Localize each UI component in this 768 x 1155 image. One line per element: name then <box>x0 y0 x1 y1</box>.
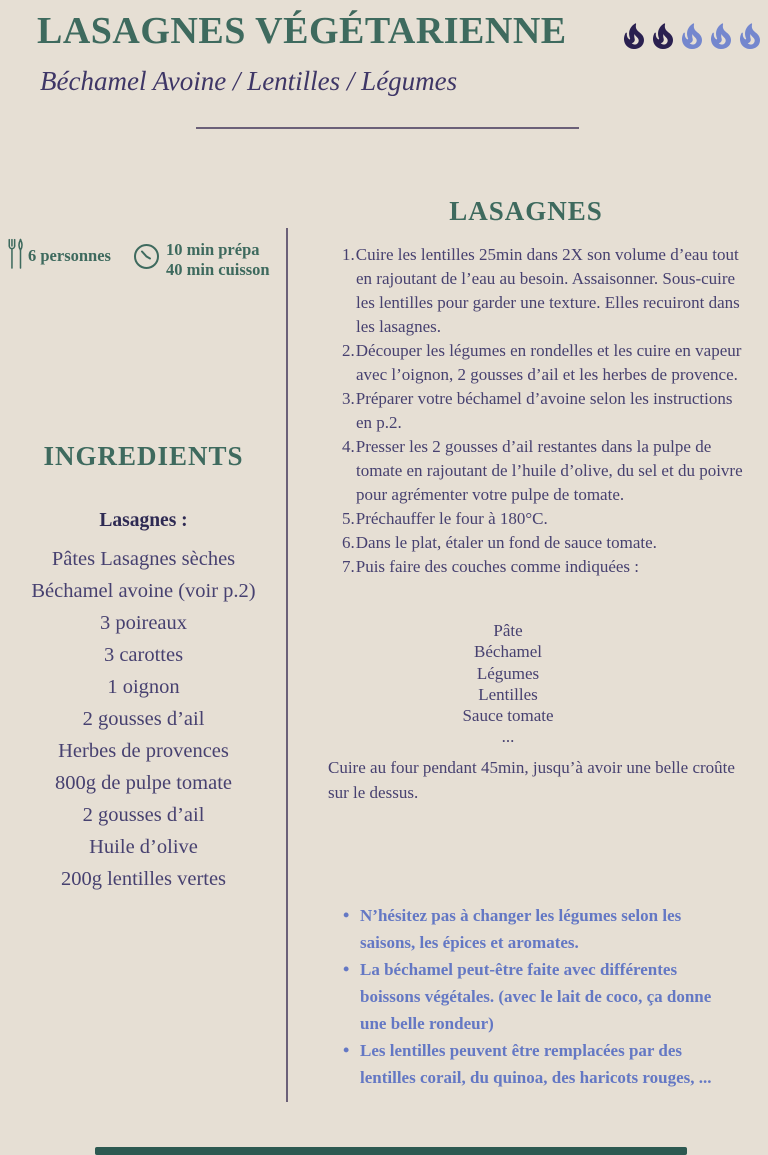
step-item: Découper les légumes en rondelles et les cuire en vapeur avec l’oignon, 2 gousses d’ail et les herbes de provence. <box>355 341 742 384</box>
flame-icon <box>648 20 678 53</box>
step-item: Dans le plat, étaler un fond de sauce tomate. <box>355 533 657 552</box>
layer-item: Légumes <box>476 663 540 683</box>
tips-list <box>340 902 738 1091</box>
flame-icon <box>706 20 736 53</box>
ingredients-heading: INGREDIENTS <box>43 441 244 471</box>
instructions-heading: LASAGNES <box>449 196 603 226</box>
layer-item: Lentilles <box>478 684 538 704</box>
header-divider <box>196 127 579 129</box>
ingredients-list <box>0 543 287 895</box>
ingredient-item: 3 carottes <box>103 644 184 666</box>
layer-item: Pâte <box>493 621 523 640</box>
layer-item: ... <box>501 727 515 747</box>
step-item: Préchauffer le four à 180°C. <box>355 509 548 528</box>
ingredients-block <box>0 510 287 895</box>
step-item: Presser les 2 gousses d’ail restantes dans la pulpe de tomate en rajoutant de l’huile d’olive, du sel et du poivre pour agrémenter votre pulpe de tomate. <box>355 437 743 504</box>
ingredient-item: 2 gousses d’ail <box>82 708 205 730</box>
tip-item: • Les lentilles peuvent être remplacées par des lentilles corail, du quinoa, des haricots rouges, ... <box>340 1037 738 1091</box>
footer-bar <box>95 1147 687 1155</box>
instructions-steps <box>342 243 744 579</box>
ingredients-group-label: Lasagnes : <box>99 510 188 531</box>
ingredient-item: 1 oignon <box>107 676 180 698</box>
flame-icon <box>619 20 649 53</box>
ingredient-item: Béchamel avoine (voir p.2) <box>31 580 256 602</box>
ingredient-item: Pâtes Lasagnes sèches <box>51 548 236 570</box>
ingredient-item: 2 gousses d’ail <box>82 804 205 826</box>
step-item: Préparer votre béchamel d’avoine selon les instructions en p.2. <box>355 389 733 432</box>
closing-note: Cuire au four pendant 45min, jusqu’à avoir une belle croûte sur le dessus. <box>328 758 735 802</box>
step-item: Cuire les lentilles 25min dans 2X son volume d’eau tout en rajoutant de l’eau au besoin. Assaisonner. Sous-cuire les lentilles pour garder une texture. Elles recuiront dans les lasagnes. <box>355 245 740 336</box>
layer-item: Sauce tomate <box>462 706 554 726</box>
tip-item: • La béchamel peut-être faite avec différentes boissons végétales. (avec le lait de coco, ça donne une belle rondeur) <box>340 956 738 1037</box>
ingredient-item: Herbes de provences <box>58 740 229 762</box>
ingredient-item: 3 poireaux <box>99 612 188 634</box>
cook-time-label: 40 min cuisson <box>166 259 270 279</box>
page-title: LASAGNES VÉGÉTARIENNE <box>37 10 567 52</box>
ingredient-item: Huile d’olive <box>89 836 198 858</box>
ingredient-item: 200g lentilles vertes <box>60 868 227 890</box>
tip-item: • N’hésitez pas à changer les légumes selon les saisons, les épices et aromates. <box>340 902 738 956</box>
utensils-icon <box>7 237 25 276</box>
prep-time-label: 10 min prépa <box>166 240 260 259</box>
flame-icon <box>735 20 765 53</box>
layers-list <box>342 620 674 748</box>
servings-label: 6 personnes <box>28 246 111 265</box>
page-subtitle: Béchamel Avoine / Lentilles / Légumes <box>40 66 458 96</box>
layer-item: Béchamel <box>474 642 542 662</box>
time-labels <box>166 240 270 279</box>
ingredient-item: 800g de pulpe tomate <box>54 772 233 794</box>
step-item: Puis faire des couches comme indiquées : <box>355 557 640 576</box>
flame-icon <box>677 20 707 53</box>
clock-icon <box>132 242 161 276</box>
difficulty-rating <box>620 20 765 53</box>
